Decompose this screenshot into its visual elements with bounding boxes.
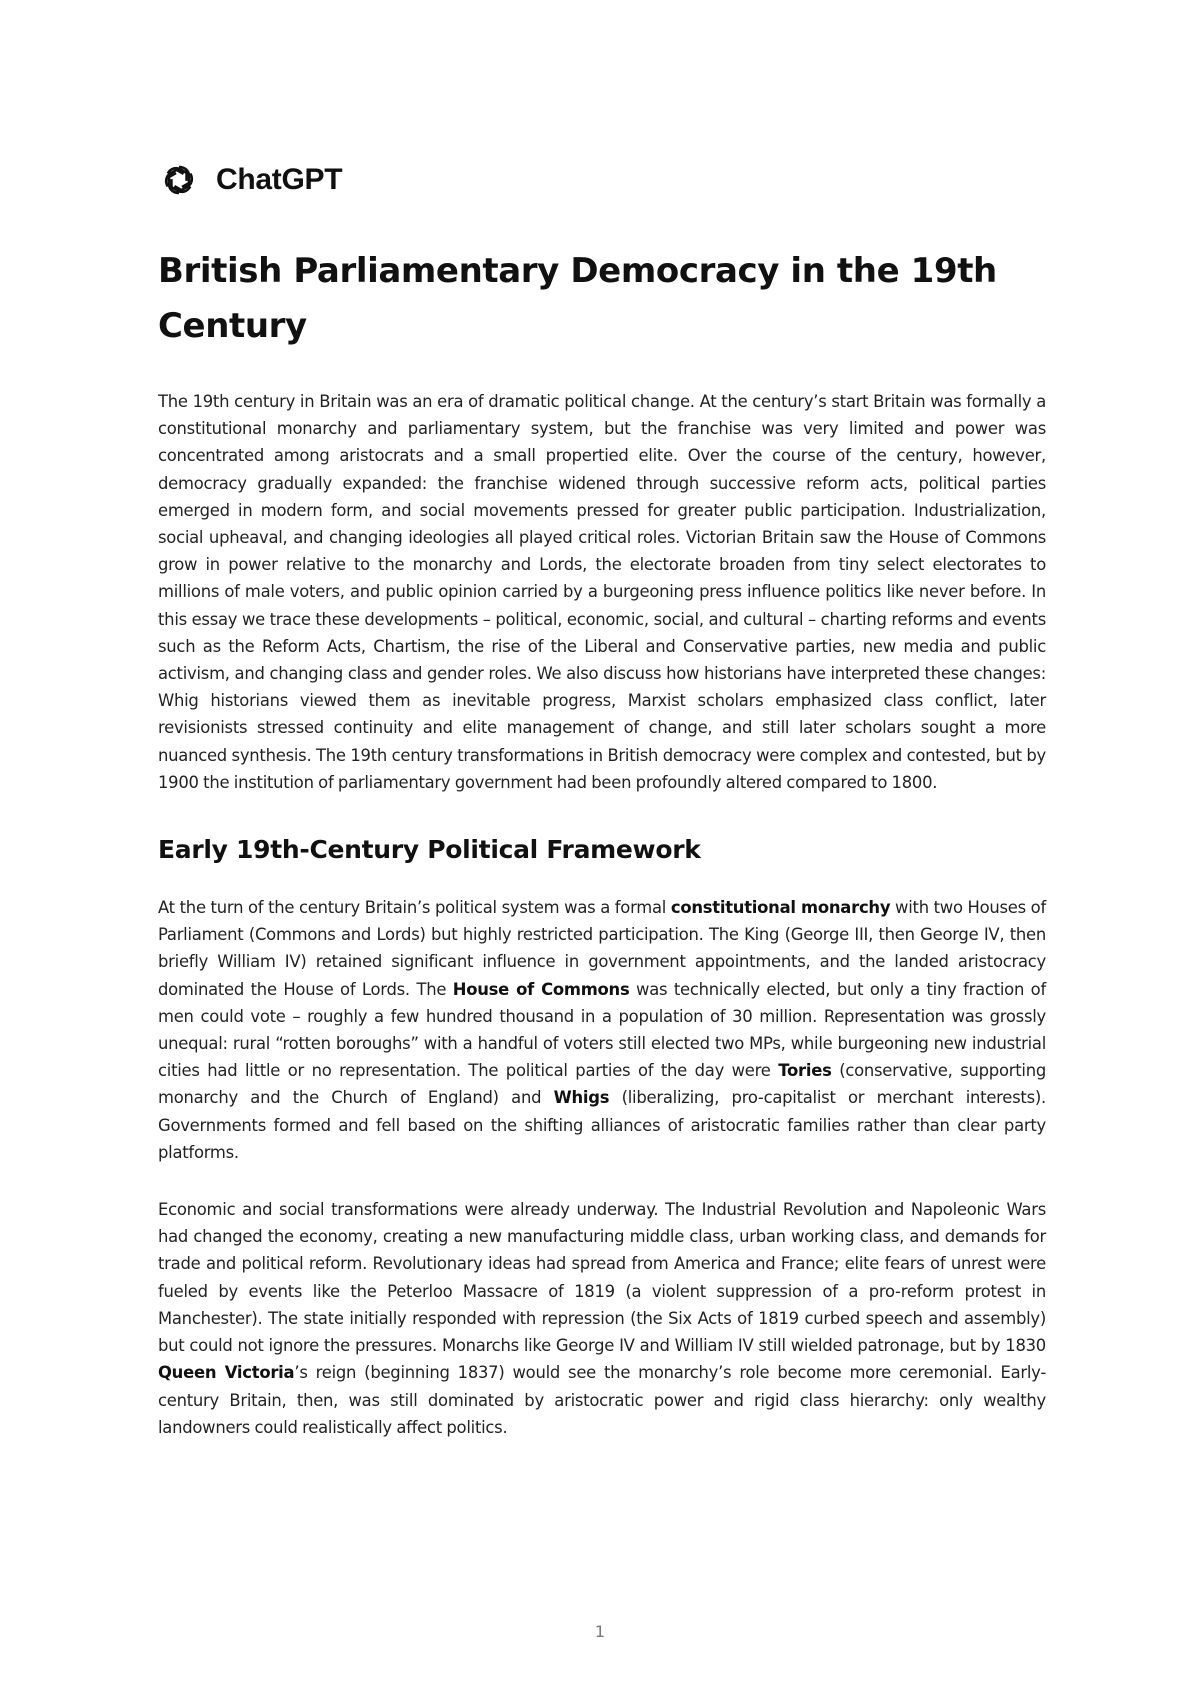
section-paragraph-1: [158, 894, 1046, 1166]
brand-header: [158, 158, 1046, 202]
text-run: Economic and social transformations were already underway. The Industrial Revolution and Napoleonic Wars had changed the economy, creating a new manufacturing middle class, urban working class, and demands for trade and political reform. Revolutionary ideas had spread from America and France; elite fears of unrest were fueled by events like the Peterloo Massacre of 1819 (a violent suppression of a pro-reform protest in Manchester). The state initially responded with repression (the Six Acts of 1819 curbed speech and assembly) but could not ignore the pressures. Monarchs like George IV and William IV still wielded patronage, but by 1830: [158, 1200, 1046, 1356]
intro-paragraph: The 19th century in Britain was an era of dramatic political change. At the century’s start Britain was formally a constitutional monarchy and parliamentary system, but the franchise was very limited and power was concentrated among aristocrats and a small propertied elite. Over the course of the century, however, democracy gradually expanded: the franchise widened through successive reform acts, political parties emerged in modern form, and social movements pressed for greater public participation. Industrialization, social upheaval, and changing ideologies all played critical roles. Victorian Britain saw the House of Commons grow in power relative to the monarchy and Lords, the electorate broaden from tiny select electorates to millions of male voters, and public opinion carried by a burgeoning press influence politics like never before. In this essay we trace these developments – political, economic, social, and cultural – charting reforms and events such as the Reform Acts, Chartism, the rise of the Liberal and Conservative parties, new media and public activism, and changing class and gender roles. We also discuss how historians have interpreted these changes: Whig historians viewed them as inevitable progress, Marxist scholars emphasized class conflict, later revisionists stressed continuity and elite management of change, and still later scholars sought a more nuanced synthesis. The 19th century transformations in British democracy were complex and contested, but by 1900 the institution of parliamentary government had been profoundly altered compared to 1800.: [158, 392, 1046, 792]
bold-term: Whigs: [553, 1088, 610, 1108]
document-title: British Parliamentary Democracy in the 19th Century: [158, 251, 997, 346]
text-run: (liberalizing, pro-capitalist or merchant interests). Governments formed and fell based on the shifting alliances of aristocratic families rather than clear party platforms.: [158, 1088, 1046, 1162]
bold-term: House of Commons: [452, 979, 630, 999]
section-heading: Early 19th-Century Political Framework: [158, 835, 701, 865]
text-run: At the turn of the century Britain’s political system was a formal: [158, 898, 671, 918]
page-number: 1: [594, 1622, 606, 1641]
bold-term: Queen Victoria: [158, 1363, 295, 1383]
openai-logo-icon: [158, 159, 200, 201]
text-run: with two Houses of Parliament (Commons and Lords) but highly restricted participation. The King (George III, then George IV, then briefly William IV) retained significant influence in government appointments, and the landed aristocracy dominated the House of Lords. The: [158, 898, 1046, 999]
document-page: [158, 158, 1046, 1441]
text-run: was technically elected, but only a tiny fraction of men could vote – roughly a few hundred thousand in a population of 30 million. Representation was grossly unequal: rural “rotten boroughs” with a handful of voters still elected two MPs, while burgeoning new industrial cities had little or no representation. The political parties of the day were: [158, 979, 1046, 1081]
brand-name: ChatGPT: [216, 163, 343, 196]
text-run: (conservative, supporting monarchy and the Church of England) and: [158, 1061, 1046, 1108]
bold-term: Tories: [778, 1061, 832, 1081]
text-run: ’s reign (beginning 1837) would see the monarchy’s role become more ceremonial. Early-century Britain, then, was still dominated by aristocratic power and rigid class hierarchy: only wealthy landowners could realistically affect politics.: [158, 1363, 1047, 1437]
section-paragraph-2: [158, 1196, 1046, 1441]
bold-term: constitutional monarchy: [670, 898, 891, 918]
